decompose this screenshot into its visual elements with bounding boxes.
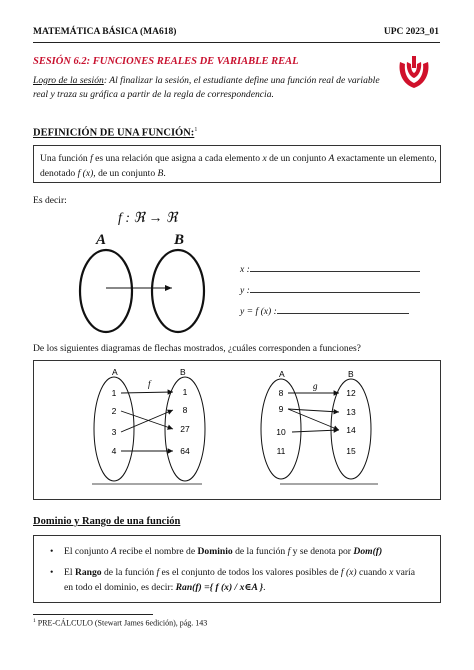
d2-domain-item-3: 10	[276, 427, 286, 437]
set-b-ellipse	[152, 250, 204, 332]
upc-logo	[394, 52, 434, 92]
bullet-2: •	[50, 567, 54, 578]
arrow-diagrams	[34, 361, 440, 499]
b1-domf: Dom(f)	[353, 546, 383, 557]
bullet-rango	[50, 565, 440, 595]
x-blank	[240, 262, 420, 277]
d1-set-b: B	[180, 367, 186, 377]
b2-text: es el conjunto de todos los valores posibles de	[159, 567, 341, 578]
definition-heading	[33, 127, 197, 139]
session-logro	[33, 74, 393, 102]
footnote-text: PRE-CÁLCULO (Stewart James 6edición), pág. 143	[35, 618, 208, 628]
y-blank-line[interactable]	[250, 292, 420, 293]
d2-codomain-item-2: 13	[346, 407, 356, 417]
b2-x: x	[389, 567, 394, 578]
mapping-diagram	[66, 246, 216, 336]
d1-codomain-item-2: 8	[182, 405, 188, 415]
d1-codomain-item-4: 64	[180, 446, 190, 456]
diagram-g	[261, 369, 371, 479]
d1-domain-item-1: 1	[111, 388, 117, 398]
d2-domain-item-2: 9	[278, 404, 284, 414]
d2-arrow-4	[292, 430, 339, 432]
dominio-box	[33, 535, 441, 603]
b3-ran: Ran(f) ={ f (x) / x∈A }	[175, 582, 264, 593]
def-text: de un conjunto	[266, 153, 329, 164]
d1-domain-item-4: 4	[111, 446, 117, 456]
b2-text: El	[64, 567, 75, 578]
x-label: x :	[240, 264, 250, 275]
logro-line1: : Al finalizar la sesión, el estudiante define una función real de variable	[103, 75, 380, 86]
set-b-label: B	[174, 232, 185, 248]
d1-arrow-1	[121, 392, 173, 393]
set-a-label: A	[96, 232, 107, 248]
b1-dominio: Dominio	[197, 546, 233, 557]
diagram-f	[94, 367, 205, 481]
d2-codomain-item-4: 15	[346, 446, 356, 456]
d1-f-label: f	[148, 379, 151, 389]
mapping-formula: f : ℜ → ℜ	[118, 211, 178, 226]
b2-text: varía	[393, 567, 415, 578]
footnote-rule	[33, 614, 153, 615]
b1-A: A	[110, 546, 117, 557]
y-blank	[240, 283, 420, 298]
course-title: MATEMÁTICA BÁSICA (MA618)	[33, 27, 177, 37]
d2-domain-item-4: 11	[276, 446, 286, 456]
question-text: De los siguientes diagramas de flechas mostrados, ¿cuáles corresponden a funciones?	[33, 343, 361, 354]
b1-f: f	[287, 546, 291, 557]
b1-text: recibe el nombre de	[116, 546, 198, 557]
bullet-1: •	[50, 546, 54, 557]
dominio-heading	[33, 516, 180, 527]
def-f: f	[90, 153, 93, 164]
d1-codomain-item-3: 27	[180, 424, 190, 434]
definition-box	[33, 145, 441, 183]
d1-domain-item-3: 3	[111, 427, 117, 437]
logro-label: Logro de la sesión	[33, 75, 104, 86]
d1-codomain-item-1: 1	[182, 387, 188, 397]
footnote	[33, 618, 207, 628]
d1-domain-item-2: 2	[111, 406, 117, 416]
yfx-label: y = f (x) :	[240, 306, 277, 317]
x-blank-line[interactable]	[250, 271, 420, 272]
d2-domain-item-1: 8	[278, 388, 284, 398]
def-text: exactamente un elemento,	[334, 153, 437, 164]
def-A: A	[328, 153, 335, 164]
b3-text: en todo el dominio, es decir:	[64, 582, 176, 593]
dominio-heading-text: Dominio y Rango de una función	[33, 516, 181, 527]
d2-set-a: A	[279, 369, 285, 379]
def-B: B	[157, 168, 164, 179]
footnote-mark: 1	[33, 618, 36, 624]
course-term: UPC 2023_01	[383, 27, 439, 37]
def-text: es una relación que asigna a cada elemento	[92, 153, 263, 164]
definition-heading-text: DEFINICIÓN DE UNA FUNCIÓN:	[33, 127, 195, 139]
footnote-ref: 1	[194, 127, 198, 133]
b1-text: de la función	[232, 546, 288, 557]
b2-fx: f (x)	[340, 567, 357, 578]
def-text: de un conjunto	[95, 168, 158, 179]
def-x: x	[262, 153, 267, 164]
header-rule	[33, 42, 440, 43]
b2-text: cuando	[356, 567, 390, 578]
bullet-dominio	[50, 544, 440, 559]
d2-g-label: g	[313, 381, 318, 391]
def-fx: f (x),	[77, 168, 96, 179]
def-text: denotado	[40, 168, 78, 179]
d1-set-a: A	[112, 367, 118, 377]
b3-text: .	[263, 582, 266, 593]
d2-codomain-item-1: 12	[346, 388, 356, 398]
yfx-blank-line[interactable]	[277, 313, 409, 314]
set-a-ellipse	[80, 250, 132, 332]
d2-arrow-2	[288, 409, 339, 412]
es-decir: Es decir:	[33, 195, 67, 206]
b2-text: de la función	[101, 567, 157, 578]
def-text: .	[163, 168, 166, 179]
b1-text: y se denota por	[290, 546, 354, 557]
y-label: y :	[240, 285, 250, 296]
d2-set-b: B	[348, 369, 354, 379]
logro-line2: real y traza su gráfica a partir de la regla de correspondencia.	[33, 89, 274, 100]
b2-rango: Rango	[74, 567, 102, 578]
def-text: Una función	[40, 153, 91, 164]
session-title: SESIÓN 6.2: FUNCIONES REALES DE VARIABLE REAL	[33, 56, 299, 67]
b2-f: f	[156, 567, 160, 578]
yfx-blank	[240, 304, 409, 319]
b1-text: El conjunto	[64, 546, 111, 557]
d2-codomain-item-3: 14	[346, 425, 356, 435]
